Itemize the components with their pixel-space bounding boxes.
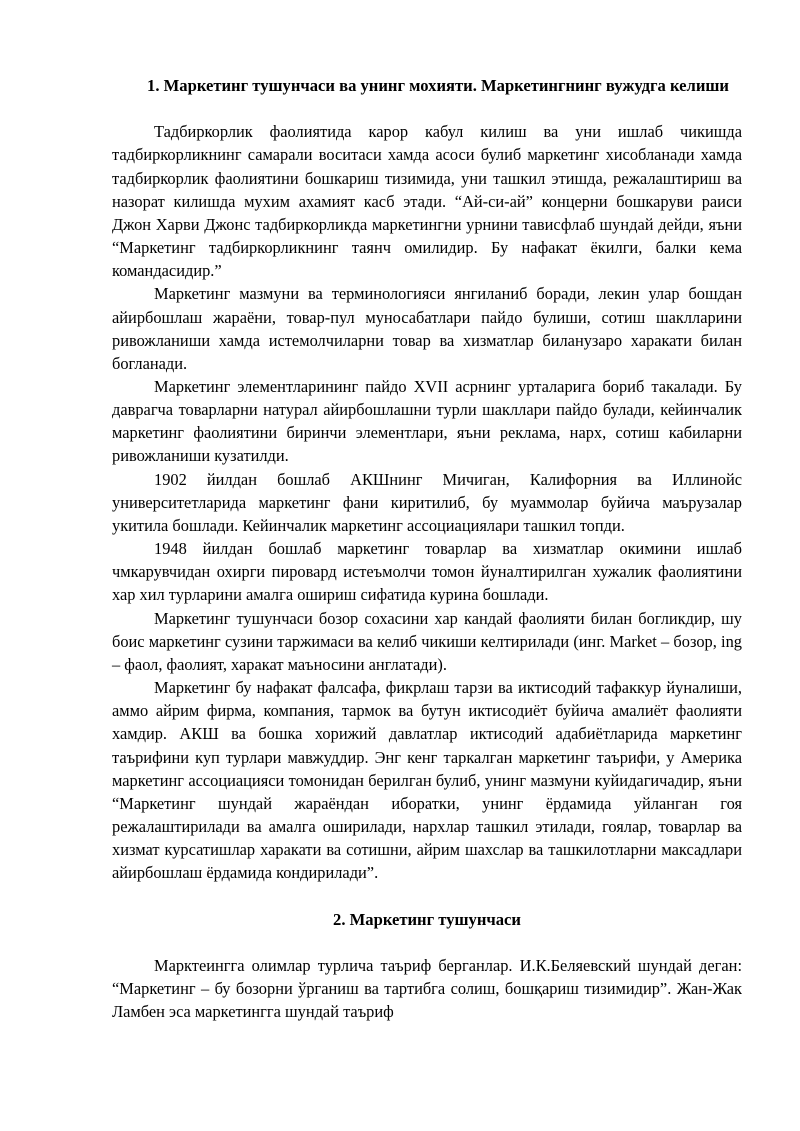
paragraph: Маркетинг мазмуни ва терминологияси янгиланиб боради, лекин улар бошдан айирбошлаш жараёни, товар-пул муносабатлари пайдо булиши, сотиш шаклларини ривожланиши хамда истемолчиларни товар ва хизматлар биланузаро харакати билан богланади. (112, 284, 742, 373)
section-2-title: 2. Маркетинг тушунчаси (333, 909, 521, 929)
paragraph: Марктеингга олимлар турлича таъриф берганлар. И.К.Беляевский шундай деган: “Маркетинг – бу бозорни ўрганиш ва тартибга солиш, бошқариш тизимидир”. Жан-Жак Ламбен эса маркетингга шундай таъриф (112, 955, 742, 1022)
document-page (112, 74, 742, 1023)
paragraph: Маркетинг элементларининг пайдо XVII асрнинг урталарига бориб такалади. Бу даврагча товарларни натурал айирбошлашни турли шакллари пайдо булади, кейинчалик маркетинг фаолиятини биринчи элементлари, яъни реклама, нарх, сотиш кабиларни ривожланиши кузатилди. (112, 377, 742, 466)
paragraph: Тадбиркорлик фаолиятида карор кабул килиш ва уни ишлаб чикишда тадбиркорликнинг самарали воситаси хамда асоси булиб маркетинг хисобланади хамда тадбиркорлик фаолиятини бошкариш тизимида, уни ташкил этишда, режалаштириш ва назорат килишда мухим ахамият касб этади. “Ай-си-ай” концерни бошкаруви раиси Джон Харви Джонс тадбиркорликда маркетингни урнини тависфлаб шундай дейди, яъни “Маркетинг тадбиркорликнинг таянч омилидир. Бу нафакат ёкилги, балки кема командасидир.” (112, 122, 742, 281)
paragraph: Маркетинг тушунчаси бозор сохасини хар кандай фаолияти билан богликдир, шу боис маркетинг сузини таржимаси ва келиб чикиши келтирилади (инг. Market – бозор, ing – фаол, фаолият, харакат маъносини англатади). (112, 608, 742, 674)
paragraph: Маркетинг бу нафакат фалсафа, фикрлаш тарзи ва иктисодий тафаккур йуналиши, аммо айрим фирма, компания, тармок ва бутун иктисодиёт буйича амалиёт фаолияти хамдир. АКШ ва бошка хорижий давлатлар иктисодий адабиётларида маркетинг таърифини куп турлари мавжуддир. Энг кенг таркалган маркетинг таърифи, у Америка маркетинг ассоциацияси томонидан берилган булиб, унинг мазмуни куйидагичадир, яъни “Маркетинг шундай жараёндан иборатки, унинг ёрдамида уйланган гоя режалаштирилади ва амалга оширилади, нархлар ташкил этилади, гоялар, товарлар ва хизмат курсатишлар харакати ва сотишни, айрим шахслар ва ташкилотларни максадлари айирбошлаш ёрдамида кондирилади”. (112, 678, 742, 883)
paragraph: 1948 йилдан бошлаб маркетинг товарлар ва хизматлар окимини ишлаб чмкарувчидан охирги пировард истеъмолчи томон йуналтирилган хужалик фаолиятини хар хил турларини амалга ошириш сифатида курина бошлади. (112, 539, 742, 605)
section-1-title: 1. Маркетинг тушунчаси ва унинг мохияти. Маркетингнинг вужудга келиши (147, 76, 729, 95)
paragraph: 1902 йилдан бошлаб АКШнинг Мичиган, Калифорния ва Иллинойс университетларида маркетинг фани киритилиб, бу муаммолар буйича маърузалар укитила бошлади. Кейинчалик маркетинг ассоциациялари ташкил топди. (112, 469, 742, 535)
